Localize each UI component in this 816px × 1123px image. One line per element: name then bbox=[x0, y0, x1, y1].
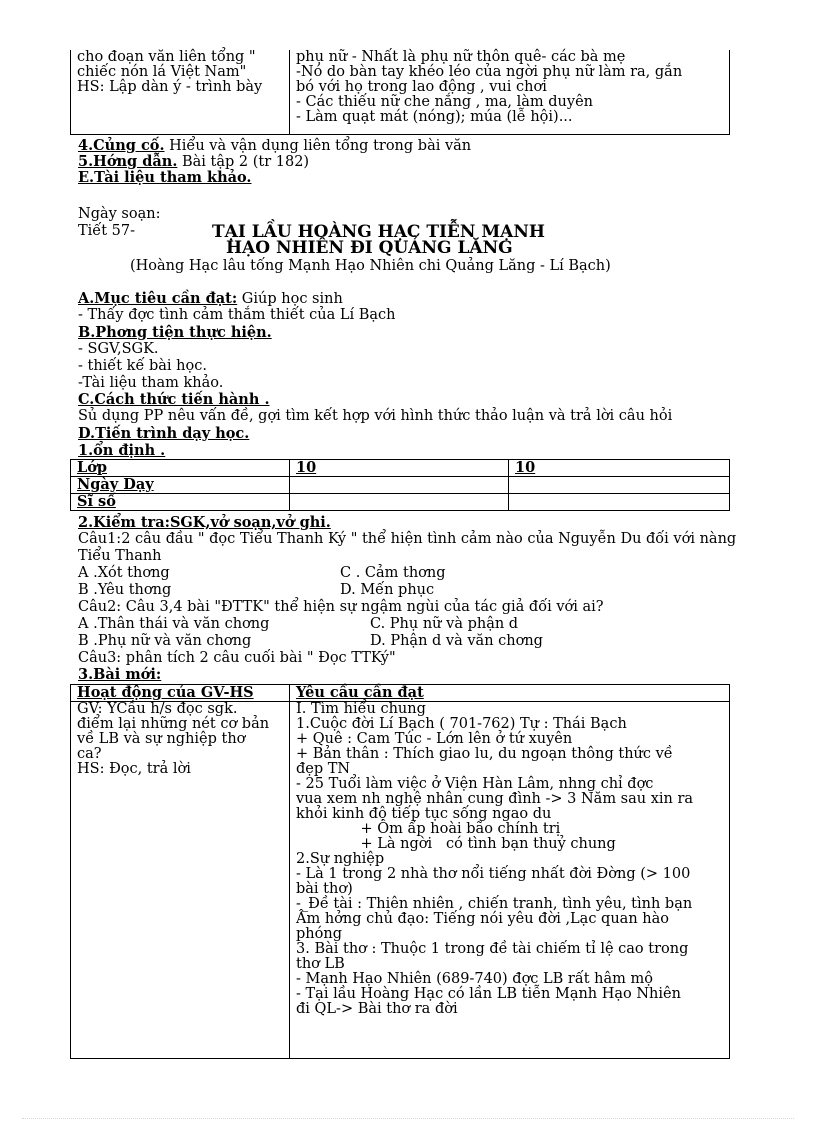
main-table-header-left: Hoạt động của GV-HS bbox=[77, 684, 254, 701]
top-right-line: phụ nữ - Nhất là phụ nữ thôn quê- các bà mẹ bbox=[296, 49, 626, 65]
huong-dan-text: Bài tập 2 (tr 182) bbox=[177, 154, 310, 170]
activity-line: về LB và sự nghiệp thơ bbox=[77, 731, 246, 747]
phuong-tien-heading: B.Phơng tiện thực hiện. bbox=[78, 324, 272, 341]
phuong-tien-item: - SGV,SGK. bbox=[78, 341, 159, 357]
table-row bbox=[71, 477, 730, 494]
lesson-title-line1: TẠI LẦU HOÀNG HẠC TIỄN MẠNH bbox=[212, 222, 545, 242]
activity-line: GV: YCầu h/s đọc sgk. bbox=[77, 701, 238, 717]
cung-co-text: Hiểu và vận dụng liên tổng trong bài văn bbox=[164, 138, 472, 154]
requirement-line: 3. Bài thơ : Thuộc 1 trong đề tài chiếm tỉ lệ cao trong bbox=[296, 941, 689, 957]
tai-lieu-heading: E.Tài liệu tham khảo. bbox=[78, 169, 252, 186]
top-table-left-cell bbox=[71, 50, 290, 135]
requirement-line: - 25 Tuổi làm việc ở Viện Hàn Lâm, nhng chỉ đợc bbox=[296, 776, 654, 792]
requirement-line: + Ôm ấp hoài bão chính trị bbox=[296, 821, 561, 837]
requirement-line: đi QL-> Bài thơ ra đời bbox=[296, 1001, 458, 1017]
muc-tieu-text: Giúp học sinh bbox=[237, 291, 343, 307]
q1-option: A .Xót thơng bbox=[78, 565, 170, 581]
huong-dan-label: 5.Hớng dẫn. bbox=[78, 153, 178, 170]
requirement-line: - Là 1 trong 2 nhà thơ nổi tiếng nhất đời Đờng (> 100 bbox=[296, 866, 691, 882]
top-right-line: - Các thiếu nữ che nắng , ma, làm duyên bbox=[296, 94, 594, 110]
class-cell bbox=[509, 477, 730, 494]
requirement-line: + Là ngời có tình bạn thuỷ chung bbox=[296, 836, 616, 852]
q1-option: B .Yêu thơng bbox=[78, 582, 172, 598]
class-cell: Lớp bbox=[71, 460, 290, 477]
top-left-line: cho đoạn văn liên tổng " bbox=[77, 49, 256, 65]
question-line: Câu3: phân tích 2 câu cuối bài " Đọc TTKý" bbox=[78, 650, 396, 666]
class-cell: Sĩ số bbox=[71, 494, 290, 511]
requirement-line: + Quê : Cam Túc - Lớn lên ở tứ xuyên bbox=[296, 731, 573, 747]
phuong-tien-item: -Tài liệu tham khảo. bbox=[78, 375, 224, 391]
top-right-line: bó với họ trong lao động , vui chơi bbox=[296, 79, 547, 95]
tiet-label: Tiết 57- bbox=[78, 223, 136, 239]
class-cell: 10 bbox=[509, 460, 730, 477]
q2-option: C. Phụ nữ và phận d bbox=[370, 616, 519, 632]
requirement-line: đẹp TN bbox=[296, 761, 351, 777]
requirement-line: 1.Cuộc đời Lí Bạch ( 701-762) Tự : Thái Bạch bbox=[296, 716, 627, 732]
q2-option: A .Thân thái và văn chơng bbox=[78, 616, 270, 632]
bai-moi-heading: 3.Bài mới: bbox=[78, 666, 162, 683]
top-right-line: - Làm quạt mát (nóng); múa (lễ hội)... bbox=[296, 109, 573, 125]
question-line: Câu2: Câu 3,4 bài "ĐTTK" thể hiện sự ngậm ngùi của tác giả đối với ai? bbox=[78, 599, 604, 615]
requirement-line: phóng bbox=[296, 926, 342, 942]
kiem-tra-heading: 2.Kiểm tra:SGK,vở soạn,vở ghi. bbox=[78, 514, 331, 531]
muc-tieu-line bbox=[78, 291, 343, 307]
muc-tieu-label: A.Mục tiêu cần đạt: bbox=[78, 290, 238, 307]
requirement-line: - Mạnh Hạo Nhiên (689-740) đợc LB rất hâm mộ bbox=[296, 971, 653, 987]
ngay-soan: Ngày soạn: bbox=[78, 206, 161, 222]
class-cell bbox=[290, 477, 509, 494]
class-cell bbox=[290, 494, 509, 511]
header-cell bbox=[290, 685, 730, 702]
lesson-subtitle: (Hoàng Hạc lâu tống Mạnh Hạo Nhiên chi Quảng Lăng - Lí Bạch) bbox=[130, 258, 611, 274]
class-table bbox=[70, 459, 730, 511]
q2-option: B .Phụ nữ và văn chơng bbox=[78, 633, 252, 649]
page-footer-divider bbox=[22, 1118, 794, 1119]
phuong-tien-item: - thiết kế bài học. bbox=[78, 358, 207, 374]
class-cell: 10 bbox=[290, 460, 509, 477]
requirement-line: thơ LB bbox=[296, 956, 345, 972]
cach-thuc-heading: C.Cách thức tiến hành . bbox=[78, 391, 270, 408]
top-right-line: -Nó do bàn tay khéo léo của ngời phụ nữ làm ra, gắn bbox=[296, 64, 683, 80]
table-row bbox=[71, 702, 730, 1059]
q1-option: C . Cảm thơng bbox=[340, 565, 446, 581]
on-dinh-heading: 1.ổn định . bbox=[78, 442, 166, 459]
class-cell: Ngày Dạy bbox=[71, 477, 290, 494]
main-table bbox=[70, 684, 730, 1059]
requirement-line: - Tại lầu Hoàng Hạc có lần LB tiễn Mạnh Hạo Nhiên bbox=[296, 986, 681, 1002]
requirement-line: Âm hởng chủ đạo: Tiếng nói yêu đời ,Lạc quan hào bbox=[296, 911, 669, 927]
table-row bbox=[71, 494, 730, 511]
table-row bbox=[71, 460, 730, 477]
activity-cell bbox=[71, 702, 290, 1059]
top-left-line: HS: Lập dàn ý - trình bày bbox=[77, 79, 263, 95]
requirement-line: -_Đề tài : Thiên nhiên , chiến tranh, tình yêu, tình bạn bbox=[296, 896, 693, 912]
question-line: Tiểu Thanh bbox=[78, 548, 162, 564]
cung-co-line bbox=[78, 138, 471, 154]
top-table-right-cell bbox=[290, 50, 730, 135]
lesson-title-line2: HẠO NHIÊN ĐI QUẢNG LĂNG bbox=[226, 238, 513, 258]
question-line: Câu1:2 câu đầu " đọc Tiểu Thanh Ký " thể hiện tình cảm nào của Nguyễn Du đối với nàng bbox=[78, 531, 737, 547]
activity-line: ca? bbox=[77, 746, 102, 762]
cach-thuc-text: Sủ dụng PP nêu vấn đề, gợi tìm kết hợp với hình thức thảo luận và trả lời câu hỏi bbox=[78, 408, 673, 424]
requirement-line: khỏi kinh độ tiếp tục sống ngao du bbox=[296, 806, 552, 822]
huong-dan-line bbox=[78, 154, 309, 170]
muc-tieu-detail: - Thấy đợc tình cảm thắm thiết của Lí Bạch bbox=[78, 307, 396, 323]
requirement-line: 2.Sự nghiệp bbox=[296, 851, 385, 867]
top-table bbox=[70, 50, 730, 135]
requirement-cell bbox=[290, 702, 730, 1059]
main-table-header-right: Yêu cầu cần đạt bbox=[296, 684, 424, 701]
requirement-line: bài thơ) bbox=[296, 881, 353, 897]
requirement-line: I. Tìm hiểu chung bbox=[296, 701, 426, 717]
activity-line: HS: Đọc, trả lời bbox=[77, 761, 191, 777]
cung-co-label: 4.Củng cố. bbox=[78, 137, 165, 154]
requirement-line: vua xem nh nghệ nhân cung đình -> 3 Năm sau xin ra bbox=[296, 791, 694, 807]
q1-option: D. Mến phục bbox=[340, 582, 435, 598]
top-left-line: chiếc nón lá Việt Nam" bbox=[77, 64, 247, 80]
header-cell bbox=[71, 685, 290, 702]
tien-trinh-heading: D.Tiến trình dạy học. bbox=[78, 425, 250, 442]
q2-option: D. Phận d và văn chơng bbox=[370, 633, 543, 649]
requirement-line: + Bản thân : Thích giao lu, du ngoạn thông thức về bbox=[296, 746, 673, 762]
table-row bbox=[71, 685, 730, 702]
activity-line: điểm lại những nét cơ bản bbox=[77, 716, 270, 732]
class-cell bbox=[509, 494, 730, 511]
